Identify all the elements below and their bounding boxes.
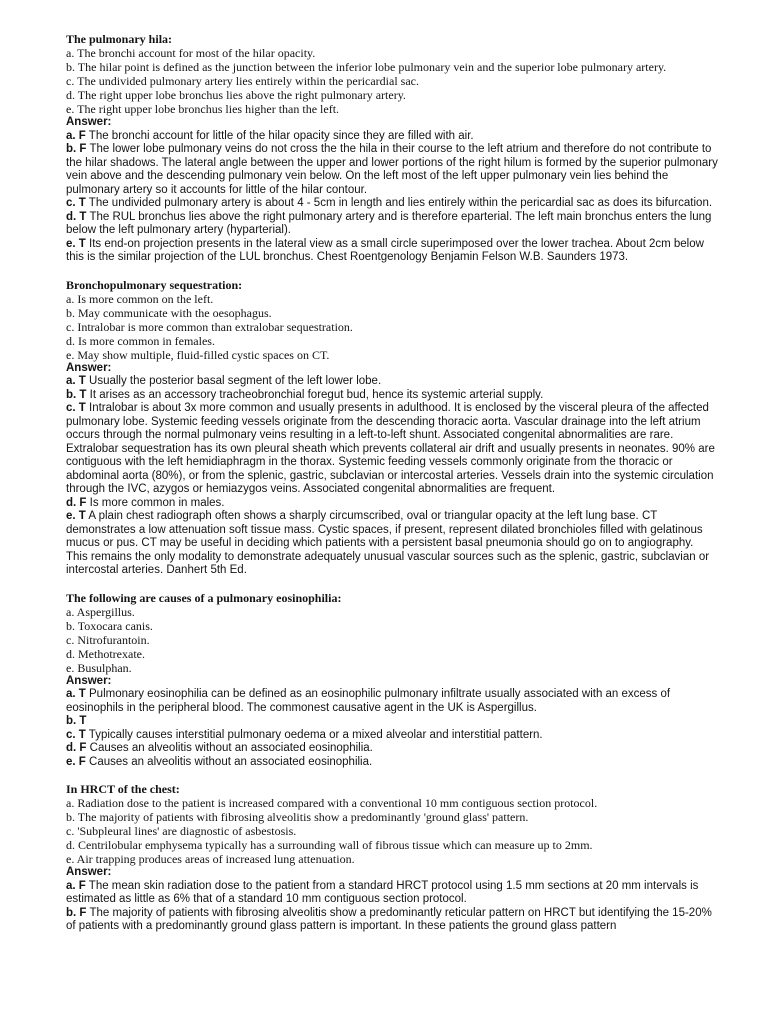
- answer-key: a. T: [66, 375, 86, 387]
- answer-text: The bronchi account for little of the hilar opacity since they are filled with air.: [85, 129, 474, 142]
- answer-heading: Answer:: [66, 866, 112, 878]
- question-title: In HRCT of the chest:: [66, 782, 180, 796]
- answer-key: e. F: [66, 755, 86, 768]
- answer-key: d. F: [66, 742, 87, 754]
- answer-item: [66, 688, 718, 715]
- question-option: a. Is more common on the left.: [66, 291, 214, 306]
- question-option: e. Air trapping produces areas of increased lung attenuation.: [66, 852, 355, 866]
- answer-text: Typically causes interstitial pulmonary oedema or a mixed alveolar and interstitial pattern.: [85, 728, 543, 741]
- question-option: c. Intralobar is more common than extralobar sequestration.: [66, 319, 353, 334]
- answer-item: [66, 211, 718, 238]
- answer-item: [66, 715, 718, 729]
- answer-text: Pulmonary eosinophilia can be defined as an eosinophilic pulmonary infiltrate usually associated with an excess of eosinophils in the peripheral blood. The commonest causative agent in the UK is Aspergillus.: [66, 688, 671, 714]
- question-option: a. Aspergillus.: [66, 604, 135, 619]
- answer-heading: Answer:: [66, 116, 112, 128]
- answer-key: e. T: [66, 237, 86, 250]
- answer-heading: Answer:: [66, 674, 112, 687]
- question-option: c. The undivided pulmonary artery lies entirely within the pericardial sac.: [66, 74, 419, 88]
- question-option: a. Radiation dose to the patient is increased compared with a conventional 10 mm contiguous section protocol.: [66, 796, 598, 810]
- question-option: e. Busulphan.: [66, 660, 132, 675]
- question-title: Bronchopulmonary sequestration:: [66, 277, 243, 292]
- answer-text: The undivided pulmonary artery is about 4 - 5cm in length and lies entirely within the pericardial sac as does its bifurcation.: [85, 197, 713, 209]
- answer-text: Causes an alveolitis without an associated eosinophilia.: [86, 742, 373, 754]
- answer-item: [66, 197, 718, 211]
- answer-text: Causes an alveolitis without an associated eosinophilia.: [85, 755, 373, 768]
- question-section: [66, 782, 718, 934]
- answer-key: a. F: [66, 879, 86, 892]
- answer-key: a. T: [66, 688, 86, 700]
- answer-key: e. T: [66, 510, 86, 522]
- answer-key: d. T: [66, 210, 87, 223]
- question-section: [66, 591, 718, 770]
- answer-item: [66, 497, 718, 511]
- question-list: [66, 32, 718, 934]
- answer-item: [66, 143, 718, 197]
- question-section: [66, 32, 718, 265]
- answer-key: b. T: [66, 715, 87, 727]
- answer-key: b. F: [66, 143, 87, 155]
- answer-item: [66, 238, 718, 265]
- question-option: d. Methotrexate.: [66, 646, 145, 661]
- answer-item: [66, 907, 718, 934]
- question-option: c. Nitrofurantoin.: [66, 632, 150, 647]
- answer-item: [66, 742, 718, 756]
- answer-text: Usually the posterior basal segment of the left lower lobe.: [85, 375, 382, 387]
- question-option: b. May communicate with the oesophagus.: [66, 305, 272, 320]
- question-option: b. The hilar point is defined as the junction between the inferior lobe pulmonary vein and the superior lobe pulmonary artery.: [66, 60, 667, 74]
- answer-item: [66, 130, 718, 144]
- question-option: e. The right upper lobe bronchus lies higher than the left.: [66, 102, 340, 116]
- answer-item: [66, 510, 718, 578]
- answer-text: The RUL bronchus lies above the right pulmonary artery and is therefore eparterial. The left main bronchus enters the lung below the left pulmonary artery (hyparterial).: [66, 210, 712, 236]
- answer-text: Is more common in males.: [86, 496, 225, 509]
- question-option: e. May show multiple, fluid-filled cystic spaces on CT.: [66, 347, 330, 362]
- question-option: d. Is more common in females.: [66, 333, 215, 348]
- answer-item: [66, 880, 718, 907]
- answer-item: [66, 729, 718, 743]
- answer-text: It arises as an accessory tracheobronchial foregut bud, hence its systemic arterial supply.: [86, 388, 544, 401]
- answer-item: [66, 389, 718, 403]
- answer-key: c. T: [66, 402, 86, 414]
- answer-text: A plain chest radiograph often shows a sharply circumscribed, oval or triangular opacity at the left lung base. CT demonstrates a low attenuation soft tissue mass. Cystic spaces, if present, represent dilated bronchioles filled with gelatinous mucus or pus. CT may be useful in deciding which patients with a persistent basal pneumonia should go on to angiography. This remains the only modality to demonstrate adequately unusual vascular sources such as the splenic, gastric, subclavian or intercostal arteries. Danhert 5th Ed.: [66, 510, 710, 576]
- answer-key: b. F: [66, 906, 87, 919]
- question-option: a. The bronchi account for most of the hilar opacity.: [66, 46, 316, 60]
- answer-text: Its end-on projection presents in the lateral view as a small circle superimposed over the lower trachea. About 2cm below this is the similar projection of the LUL bronchus. Chest Roentgenology Benjamin Felson W.B. Saunders 1973.: [66, 237, 704, 263]
- answer-text: Intralobar is about 3x more common and usually presents in adulthood. It is enclosed by the visceral pleura of the affected pulmonary lobe. Systemic feeding vessels originate from the descending thoracic aorta. Vascular drainage into the left atrium occurs through the normal pulmonary veins resulting in a left-to-left shunt. Associated congenital abnormalities are rare. Extralobar sequestration has its own pleural sheath which prevents collateral air drift and usually presents in neonates. 90% are contiguous with the left hemidiaphragm in the thorax. Systemic feeding vessels commonly originate from the thoracic or abdominal aorta (80%), or from the splenic, gastric, subclavian or intercostal arteries. Vessels drain into the systemic circulation through the IVC, azygos or hemiazygos veins. Associated congenital abnormalities are frequent.: [66, 402, 715, 495]
- question-title: The pulmonary hila:: [66, 32, 173, 46]
- answer-key: b. T: [66, 388, 87, 401]
- answer-item: [66, 375, 718, 389]
- question-option: d. The right upper lobe bronchus lies above the right pulmonary artery.: [66, 88, 406, 102]
- question-section: [66, 278, 718, 578]
- answer-key: a. F: [66, 129, 86, 142]
- question-option: d. Centrilobular emphysema typically has a surrounding wall of fibrous tissue which can measure up to 2mm.: [66, 838, 593, 852]
- answer-text: The lower lobe pulmonary veins do not cross the the hila in their course to the left atrium and therefore do not contribute to the hilar shadows. The lateral angle between the upper and lower portions of the right hilum is formed by the superior pulmonary vein above and the descending pulmonary vein below. On the left most of the left upper pulmonary vein lies behind the pulmonary artery so it accounts for little of the hilar contour.: [66, 143, 718, 196]
- answer-key: d. F: [66, 496, 87, 509]
- answer-item: [66, 402, 718, 497]
- answer-heading: Answer:: [66, 361, 112, 374]
- question-option: c. 'Subpleural lines' are diagnostic of asbestosis.: [66, 824, 297, 838]
- question-title: The following are causes of a pulmonary eosinophilia:: [66, 590, 342, 605]
- answer-item: [66, 756, 718, 770]
- answer-key: c. T: [66, 197, 86, 209]
- question-option: b. Toxocara canis.: [66, 618, 153, 633]
- question-option: b. The majority of patients with fibrosing alveolitis show a predominantly 'ground glass' pattern.: [66, 810, 529, 824]
- answer-key: c. T: [66, 728, 86, 741]
- answer-text: The mean skin radiation dose to the patient from a standard HRCT protocol using 1.5 mm sections at 20 mm intervals is estimated as little as 6% that of a standard 10 mm contiguous section protocol.: [66, 879, 699, 905]
- answer-text: The majority of patients with fibrosing alveolitis show a predominantly reticular pattern on HRCT but identifying the 15-20% of patients with a predominantly ground glass pattern is important. In these patients the ground glass pattern: [66, 906, 712, 932]
